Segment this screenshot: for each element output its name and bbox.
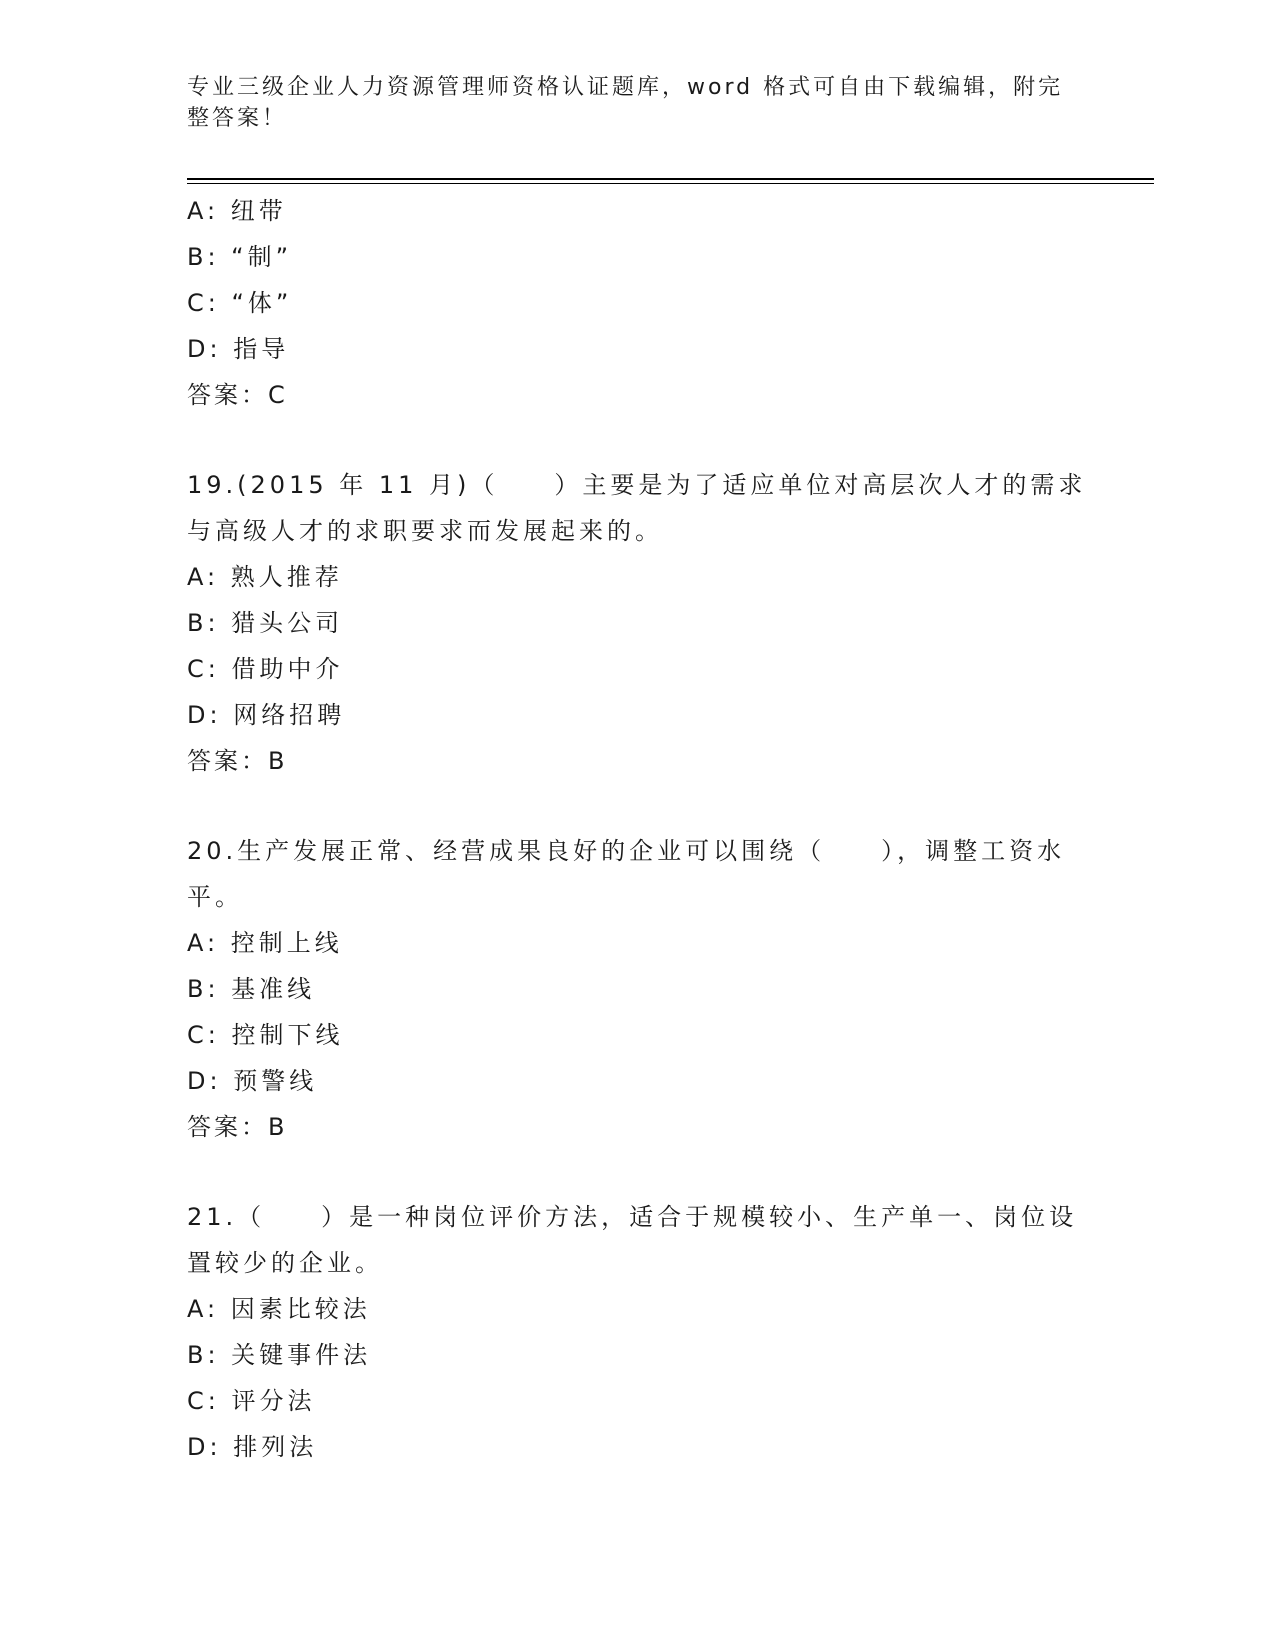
answer-line: 答案：B bbox=[187, 1113, 288, 1141]
question-20 bbox=[187, 828, 1087, 1150]
header-rule-thin bbox=[187, 183, 1154, 184]
option-d: D: 指导 bbox=[187, 335, 290, 363]
option-c: C: 评分法 bbox=[187, 1387, 316, 1415]
question-18-continued bbox=[187, 188, 1087, 418]
option-a: A: 因素比较法 bbox=[187, 1295, 371, 1323]
question-list bbox=[187, 188, 1087, 1470]
option-b: B: 猎头公司 bbox=[187, 609, 344, 637]
answer-line: 答案：C bbox=[187, 381, 288, 409]
option-c: C: 借助中介 bbox=[187, 655, 344, 683]
option-b: B: 基准线 bbox=[187, 975, 316, 1003]
option-d: D: 排列法 bbox=[187, 1433, 318, 1461]
option-a: A: 控制上线 bbox=[187, 929, 343, 957]
option-c: C: 控制下线 bbox=[187, 1021, 344, 1049]
header-rule-thick bbox=[187, 178, 1154, 180]
option-b: B: “制” bbox=[187, 243, 293, 271]
question-text: 21.（ ）是一种岗位评价方法，适合于规模较小、生产单一、岗位设置较少的企业。 bbox=[187, 1203, 1078, 1277]
option-a: A: 熟人推荐 bbox=[187, 563, 343, 591]
question-text: 20.生产发展正常、经营成果良好的企业可以围绕（ ），调整工资水平。 bbox=[187, 837, 1066, 911]
option-c: C: “体” bbox=[187, 289, 293, 317]
option-d: D: 预警线 bbox=[187, 1067, 318, 1095]
answer-line: 答案：B bbox=[187, 747, 288, 775]
option-d: D: 网络招聘 bbox=[187, 701, 346, 729]
option-b: B: 关键事件法 bbox=[187, 1341, 372, 1369]
option-a: A: 纽带 bbox=[187, 197, 287, 225]
question-text: 19.(2015 年 11 月)（ ）主要是为了适应单位对高层次人才的需求与高级人才的求职要求而发展起来的。 bbox=[187, 471, 1087, 545]
question-21 bbox=[187, 1194, 1087, 1470]
question-19 bbox=[187, 462, 1087, 784]
page-header: 专业三级企业人力资源管理师资格认证题库，word 格式可自由下载编辑，附完整答案！ bbox=[187, 75, 1064, 131]
